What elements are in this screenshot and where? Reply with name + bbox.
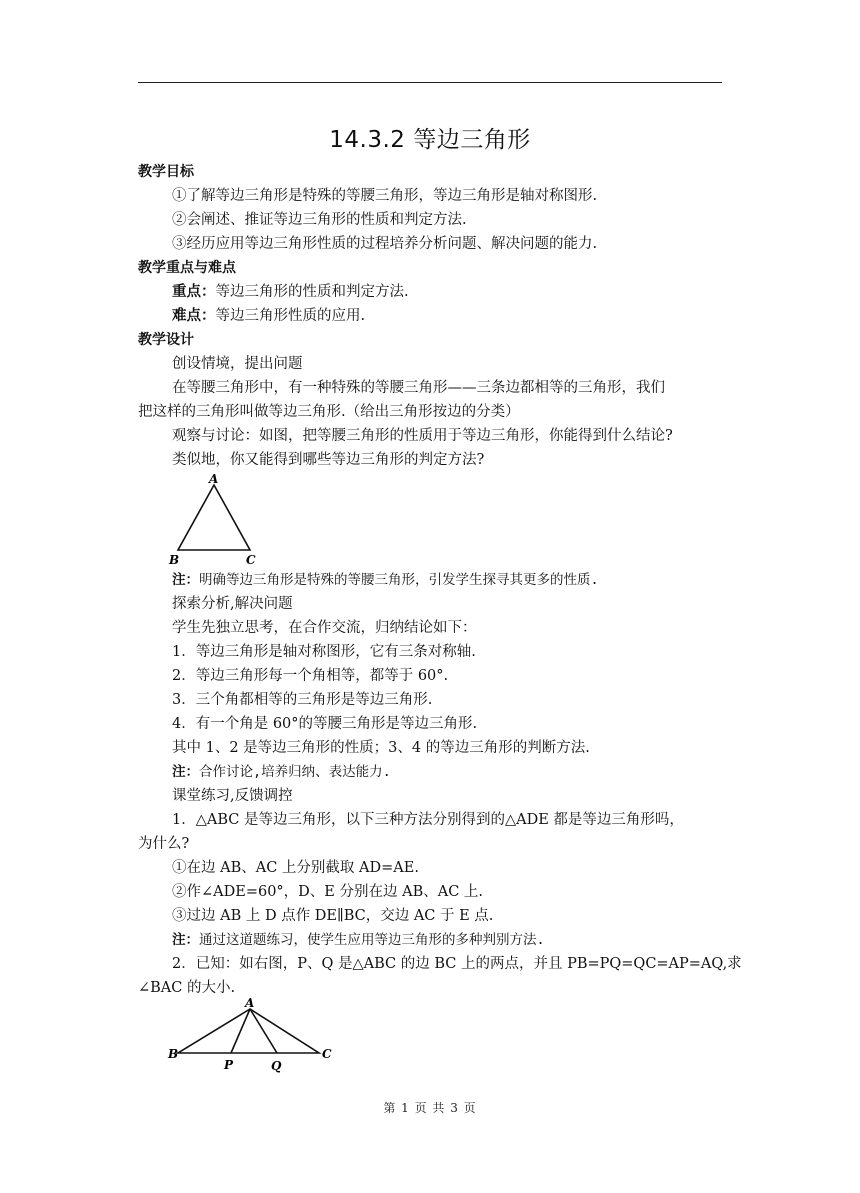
goals-heading: 教学目标: [138, 164, 194, 180]
triangle-abc-2: [178, 1009, 319, 1053]
conclusion-3: 3．三个角都相等的三角形是等边三角形.: [172, 692, 433, 708]
equilateral-triangle-figure: [164, 472, 274, 568]
section-2-intro: 学生先独立思考，在合作交流，归纳结论如下：: [172, 620, 477, 636]
note-1-label: 注：: [172, 572, 199, 588]
note-2-text: 合作讨论,培养归纳、表达能力.: [199, 764, 391, 780]
note-3-text: 通过这道题练习，使学生应用等边三角形的多种判别方法.: [199, 932, 545, 948]
key-heading: 教学重点与难点: [138, 260, 236, 276]
goal-3: ③经历应用等边三角形性质的过程培养分析问题、解决问题的能力.: [172, 236, 598, 252]
segment-aq: [250, 1009, 277, 1053]
section-3-title: 课堂练习,反馈调控: [172, 788, 293, 804]
note-3-label: 注：: [172, 932, 199, 948]
goal-2: ②会阐述、推证等边三角形的性质和判定方法.: [172, 212, 467, 228]
section-1-para-2: 观察与讨论：如图，把等腰三角形的性质用于等边三角形，你能得到什么结论?: [172, 428, 673, 444]
section-2-title: 探索分析,解决问题: [172, 596, 293, 612]
triangle-abc: [178, 485, 250, 550]
question-1b: 为什么?: [138, 836, 190, 852]
question-2a: 2．已知：如右图，P、Q 是△ABC 的边 BC 上的两点，并且 PB=PQ=QC=AP=AQ,求: [172, 956, 742, 972]
conclusion-1: 1．等边三角形是轴对称图形，它有三条对称轴.: [172, 644, 476, 660]
page-footer: 第 1 页 共 3 页: [383, 1101, 477, 1115]
question-1-option-3: ③过边 AB 上 D 点作 DE∥BC，交边 AC 于 E 点.: [172, 908, 494, 924]
goal-1: ①了解等边三角形是特殊的等腰三角形，等边三角形是轴对称图形.: [172, 188, 598, 204]
point-q-label: Q: [271, 1059, 282, 1073]
design-heading: 教学设计: [138, 332, 194, 348]
question-2b: ∠BAC 的大小.: [138, 980, 236, 996]
vertex-c-label: C: [246, 553, 256, 567]
note-3: [172, 930, 545, 950]
conclusion-4: 4．有一个角是 60°的等腰三角形是等边三角形.: [172, 716, 478, 732]
key-label: 重点：: [172, 284, 216, 300]
question-1-option-1: ①在边 AB、AC 上分别截取 AD=AE.: [172, 860, 419, 876]
key-point: [172, 282, 409, 302]
vertex-c2-label: C: [322, 1047, 332, 1061]
note-1: [172, 570, 599, 590]
difficulty-label: 难点：: [172, 308, 216, 324]
header-rule: [138, 82, 722, 83]
note-1-text: 明确等边三角形是特殊的等腰三角形，引发学生探寻其更多的性质.: [199, 572, 599, 588]
section-2-summary: 其中 1、2 是等边三角形的性质；3、4 的等边三角形的判断方法.: [172, 740, 590, 756]
vertex-a-label: A: [209, 472, 219, 486]
page-title: 14.3.2 等边三角形: [329, 127, 531, 153]
note-2-label: 注：: [172, 764, 199, 780]
key-text: 等边三角形的性质和判定方法.: [215, 284, 409, 300]
conclusion-2: 2．等边三角形每一个角相等，都等于 60°.: [172, 668, 449, 684]
difficulty-point: [172, 306, 365, 326]
section-1-para-1b: 把这样的三角形叫做等边三角形.（给出三角形按边的分类）: [138, 404, 520, 420]
question-1-option-2: ②作∠ADE=60°，D、E 分别在边 AB、AC 上.: [172, 884, 484, 900]
question-1a: 1．△ABC 是等边三角形，以下三种方法分别得到的△ADE 都是等边三角形吗，: [172, 812, 684, 828]
vertex-a2-label: A: [245, 996, 255, 1010]
section-1-title: 创设情境，提出问题: [172, 356, 303, 372]
vertex-b2-label: B: [168, 1047, 179, 1061]
difficulty-text: 等边三角形性质的应用.: [215, 308, 366, 324]
section-1-para-3: 类似地，你又能得到哪些等边三角形的判定方法?: [172, 452, 485, 468]
triangle-pq-figure: [164, 996, 344, 1076]
section-1-para-1a: 在等腰三角形中，有一种特殊的等腰三角形——三条边都相等的三角形，我们: [172, 380, 665, 396]
vertex-b-label: B: [169, 553, 180, 567]
point-p-label: P: [224, 1058, 234, 1072]
note-2: [172, 762, 391, 782]
